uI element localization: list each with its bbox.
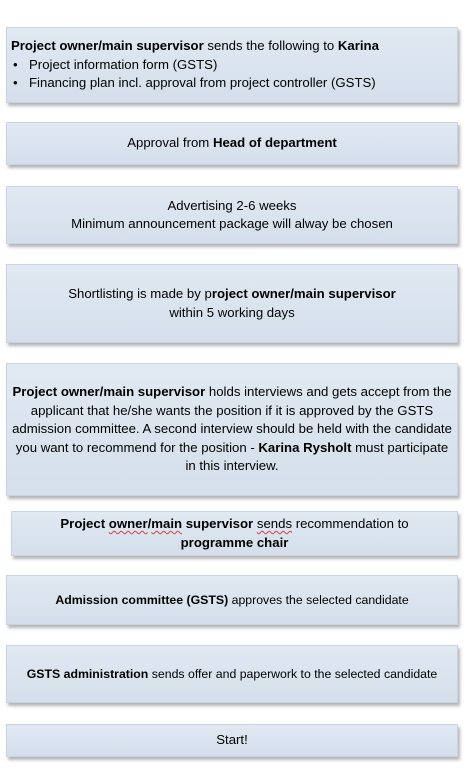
step6-line-2 [181,534,289,553]
step3-line-1: Advertising 2-6 weeks [167,197,297,213]
flow-step-4 [6,264,458,343]
flow-step-5 [6,363,458,496]
step4-line-2: within 5 working days [169,304,295,320]
flow-step-1 [6,27,458,103]
flow-step-6 [11,511,458,556]
step6-actor-a: Project [60,516,109,531]
flow-step-3 [6,186,458,244]
step1-heading [11,37,453,56]
step6-sends: sends [256,516,293,531]
step8-actor: GSTS administration [26,666,149,681]
flow-step-8 [6,645,458,703]
step4-text: Shortlisting is made by p [68,286,212,301]
step7-actor: Admission committee (GSTS) [55,592,229,607]
step6-actor-main: main [151,516,183,531]
flow-step-2 [6,122,458,165]
step2-actor: Head of department [212,135,337,151]
step6-line-1 [60,515,408,534]
step4-line-1 [68,285,396,304]
step2-text: Approval from [127,135,213,151]
step5-paragraph [10,383,454,476]
flow-step-9 [6,724,458,757]
step1-item-1: • Project information form (GSTS) [11,56,453,75]
step2-line [127,134,337,153]
step1-recipient: Karina [337,38,379,54]
step1-actor: Project owner/main supervisor [11,38,204,54]
step5-text: holds interviews and gets accept from the applicant that he/she wants the position if it is approved by the GSTS admission committee. A second interview should be held with the candidate you want to recommend for the position - [12,384,452,455]
step5-person: Karina Rysholt [258,439,352,455]
step5-actor: Project owner/main supervisor [12,384,206,400]
step1-items [11,56,453,93]
step7-line [55,591,408,610]
step3-line-2: Minimum announcement package will alway be chosen [71,216,393,231]
step8-line [27,665,438,684]
step6-recipient: programme chair [180,534,289,550]
step5-text-end: must participate in this interview. [185,439,449,474]
step6-actor-supervisor: supervisor [182,516,254,531]
flow-step-7 [6,575,458,625]
step9-text: Start! [216,732,248,748]
step8-text: sends offer and paperwork to the selected candidate [148,666,438,681]
step6-text: recommendation to [292,516,409,531]
step1-text: sends the following to [203,38,338,54]
step1-item-2: • Financing plan incl. approval from project controller (GSTS) [11,74,453,93]
step6-actor-slash: / [147,516,152,531]
step7-text: approves the selected candidate [228,592,409,607]
step6-actor-owner: owner [108,516,148,531]
step4-actor: roject owner/main supervisor [211,286,396,301]
